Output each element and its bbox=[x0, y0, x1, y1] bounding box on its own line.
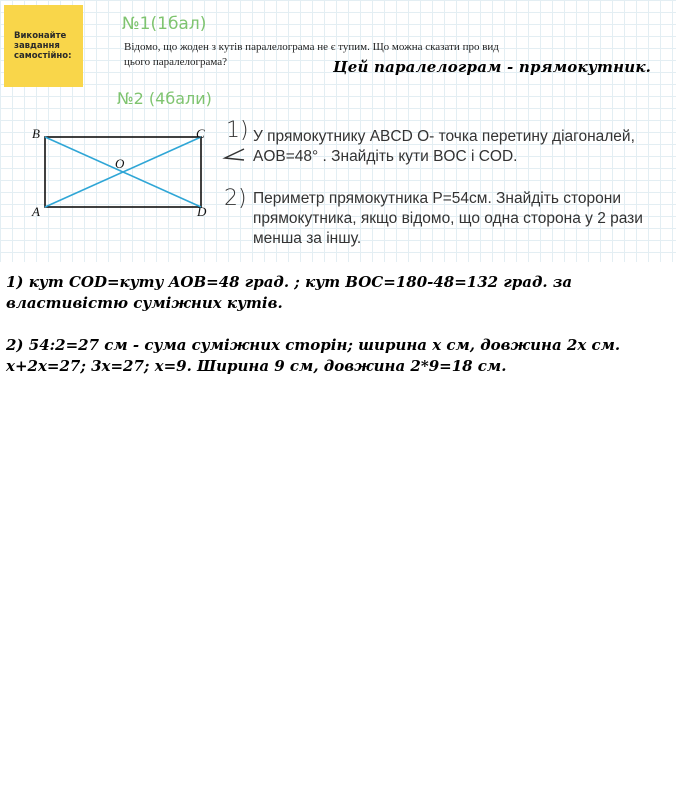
answer-1: 1) кут COD=куту AOB=48 град. ; кут BOC=180-48=132 град. за властивістю суміжних кутів. bbox=[6, 273, 573, 312]
rectangle-figure bbox=[30, 118, 220, 222]
task2-question-2: Периметр прямокутника P=54см. Знайдіть сторони прямокутника, якщо відомо, що одна сторона у 2 рази менша за іншу. bbox=[253, 190, 643, 247]
q1-number: 1) bbox=[226, 118, 249, 143]
q2-number: 2) bbox=[224, 186, 247, 211]
task2-question-1: У прямокутнику ABCD O- точка перетину діагоналей, AOB=48° . Знайдіть кути BOC і COD. bbox=[253, 128, 635, 165]
vertex-d-label: D bbox=[197, 204, 207, 219]
angle-icon bbox=[222, 146, 246, 164]
vertex-a-label: A bbox=[32, 204, 40, 219]
task2-title: №2 (4бали) bbox=[117, 89, 212, 108]
task1-answer: Цей паралелограм - прямокутник. bbox=[333, 58, 652, 76]
answers-block bbox=[6, 272, 666, 377]
center-o-label: O bbox=[115, 156, 125, 171]
answer-2-line-2: х+2х=27; 3х=27; х=9. Ширина 9 см, довжина 2*9=18 см. bbox=[6, 357, 507, 375]
task1-title: №1(1бал) bbox=[122, 14, 207, 34]
vertex-b-label: B bbox=[32, 126, 40, 141]
vertex-c-label: C bbox=[196, 126, 205, 141]
instruction-text: Виконайте завдання самостійно: bbox=[14, 31, 72, 61]
task1-question: Відомо, що жоден з кутів паралелограма не є тупим. Що можна сказати про вид цього паралелограма? bbox=[124, 41, 499, 68]
answer-2-line-1: 2) 54:2=27 см - сума суміжних сторін; ширина х см, довжина 2х см. bbox=[6, 336, 621, 354]
